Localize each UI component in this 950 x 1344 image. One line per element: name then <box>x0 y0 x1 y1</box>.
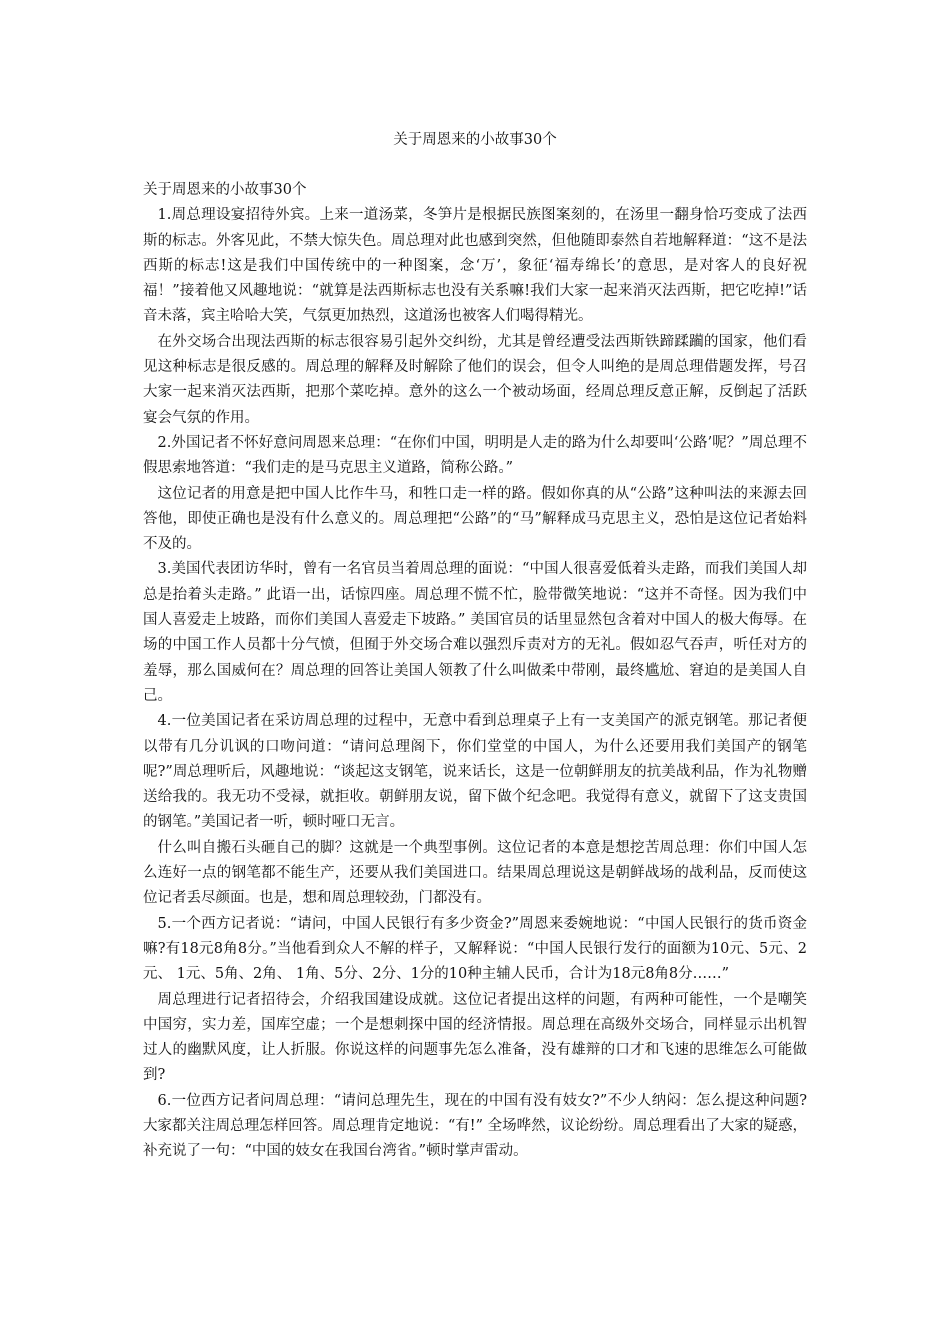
paragraph-commentary-2: 这位记者的用意是把中国人比作牛马，和牲口走一样的路。假如你真的从“公路”这种叫法的来源去回答他，即使正确也是没有什么意义的。周总理把“公路”的“马”解释成马克思主义，恐怕是这位记者始料不及的。 <box>143 485 807 553</box>
paragraph-story-6: 6.一位西方记者问周总理：“请问总理先生，现在的中国有没有妓女?”不少人纳闷：怎么提这种问题?大家都关注周总理怎样回答。周总理肯定地说：“有!” 全场哗然，议论纷纷。周总理看出了大家的疑惑，补充说了一句：“中国的妓女在我国台湾省。”顿时掌声雷动。 <box>143 1092 807 1160</box>
paragraph-commentary-5: 周总理进行记者招待会，介绍我国建设成就。这位记者提出这样的问题，有两种可能性，一个是嘲笑中国穷，实力差，国库空虚；一个是想刺探中国的经济情报。周总理在高级外交场合，同样显示出机智过人的幽默风度，让人折服。你说这样的问题事先怎么准备，没有雄辩的口才和飞速的思维怎么可能做到? <box>143 991 807 1084</box>
paragraph-commentary-1: 在外交场合出现法西斯的标志很容易引起外交纠纷，尤其是曾经遭受法西斯铁蹄蹂躏的国家，他们看见这种标志是很反感的。周总理的解释及时解除了他们的误会，但令人叫绝的是周总理借题发挥，号召大家一起来消灭法西斯，把那个菜吃掉。意外的这么一个被动场面，经周总理反意正解，反倒起了活跃宴会气氛的作用。 <box>143 333 807 426</box>
paragraph-story-3: 3.美国代表团访华时，曾有一名官员当着周总理的面说：“中国人很喜爱低着头走路，而我们美国人却总是抬着头走路。” 此语一出，话惊四座。周总理不慌不忙，脸带微笑地说：“这并不奇怪。因为我们中国人喜爱走上坡路，而你们美国人喜爱走下坡路。” 美国官员的话里显然包含着对中国人的极大侮辱。在场的中国工作人员都十分气愤，但囿于外交场合难以强烈斥责对方的无礼。假如忍气吞声，听任对方的羞辱，那么国威何在？周总理的回答让美国人领教了什么叫做柔中带刚，最终尴尬、窘迫的是美国人自己。 <box>143 561 807 704</box>
paragraph-commentary-4: 什么叫自搬石头砸自己的脚？这就是一个典型事例。这位记者的本意是想挖苦周总理：你们中国人怎么连好一点的钢笔都不能生产，还要从我们美国进口。结果周总理说这是朝鲜战场的战利品，反而使这位记者丢尽颜面。也是，想和周总理较劲，门都没有。 <box>143 839 807 907</box>
paragraph-story-5: 5.一个西方记者说：“请问，中国人民银行有多少资金?”周恩来委婉地说：“中国人民银行的货币资金嘛?有18元8角8分。”当他看到众人不解的样子，又解释说：“中国人民银行发行的面额为10元、5元、2元、 1元、5角、2角、 1角、5分、2分、1分的10种主辅人民币，合计为18元8角8分……” <box>143 915 807 983</box>
paragraph-story-2: 2.外国记者不怀好意问周恩来总理：“在你们中国，明明是人走的路为什么却要叫‘公路’呢？”周总理不假思索地答道：“我们走的是马克思主义道路，简称公路。” <box>143 434 807 477</box>
paragraph-story-4: 4.一位美国记者在采访周总理的过程中，无意中看到总理桌子上有一支美国产的派克钢笔。那记者便以带有几分讥讽的口吻问道：“请问总理阁下，你们堂堂的中国人，为什么还要用我们美国产的钢笔呢?”周总理听后，风趣地说：“谈起这支钢笔，说来话长，这是一位朝鲜朋友的抗美战利品，作为礼物赠送给我的。我无功不受禄，就拒收。朝鲜朋友说，留下做个纪念吧。我觉得有意义，就留下了这支贵国的钢笔。”美国记者一听，顿时哑口无言。 <box>143 713 807 831</box>
document-title: 关于周恩来的小故事30个 <box>393 132 557 148</box>
paragraph-story-1: 1.周总理设宴招待外宾。上来一道汤菜，冬笋片是根据民族图案刻的，在汤里一翻身恰巧变成了法西斯的标志。外客见此，不禁大惊失色。周总理对此也感到突然，但他随即泰然自若地解释道：“这不是法西斯的标志!这是我们中国传统中的一种图案，念‘万’，象征‘福寿绵长’的意思，是对客人的良好祝福！”接着他又风趣地说：“就算是法西斯标志也没有关系嘛!我们大家一起来消灭法西斯，把它吃掉!”话音未落，宾主哈哈大笑，气氛更加热烈，这道汤也被客人们喝得精光。 <box>143 207 807 325</box>
document-body <box>143 178 807 1165</box>
document-subtitle: 关于周恩来的小故事30个 <box>143 182 307 198</box>
